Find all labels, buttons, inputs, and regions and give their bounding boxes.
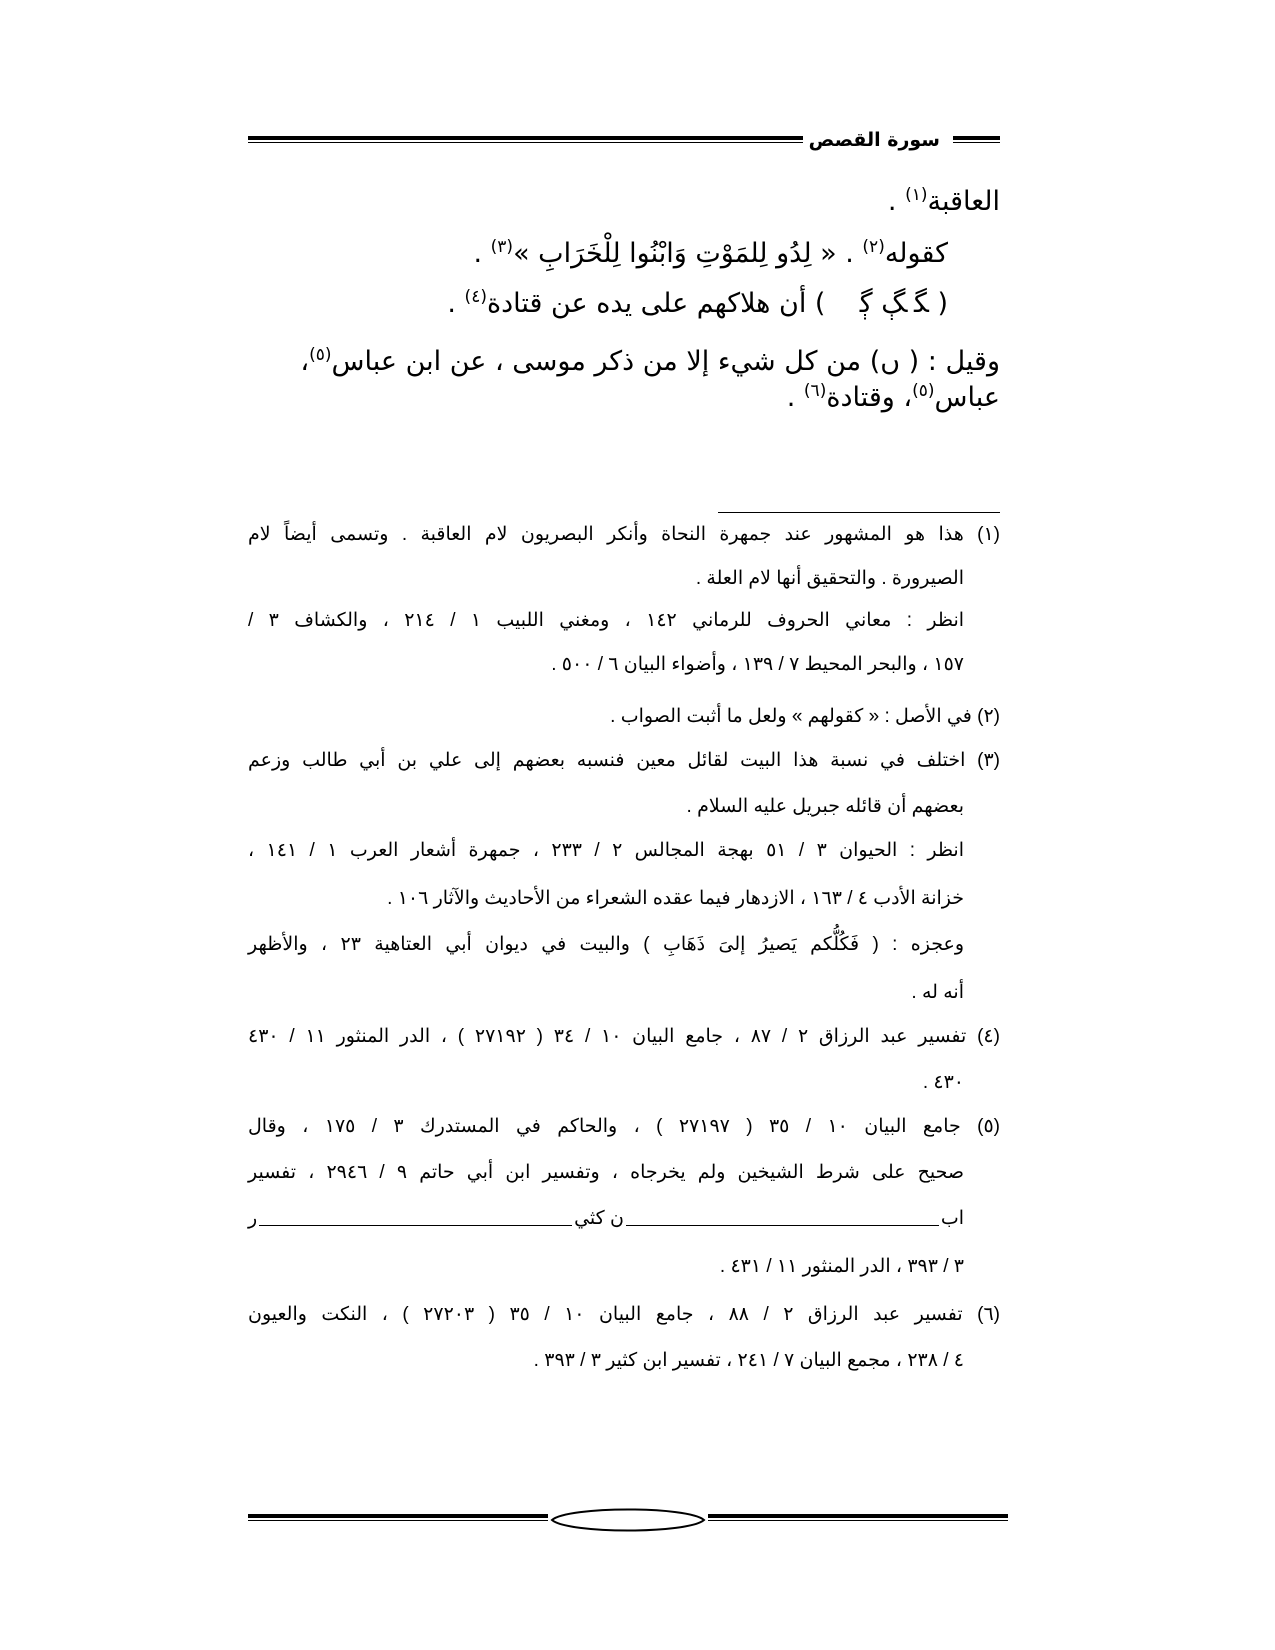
footnote-1-line-2: الصيرورة . والتحقيق أنها لام العلة . [695, 568, 964, 589]
footnote-1-line-1: (١) هذا هو المشهور عند جمهرة النحاة وأنكر البصريون لام العاقبة . وتسمى أيضاً لام [248, 524, 1000, 545]
footnote-3-line-1: (٣) اختلف في نسبة هذا البيت لقائل معين فنسبه بعضهم إلى علي بن أبي طالب وزعم [248, 750, 1000, 771]
footnote-5-line-4: ٣ / ٣٩٣ ، الدر المنثور ١١ / ٤٣١ . [719, 1256, 964, 1277]
footnote-6-line-2: ٤ / ٢٣٨ ، مجمع البيان ٧ / ٢٤١ ، تفسير ابن كثير ٣ / ٣٩٣ . [533, 1350, 964, 1371]
footer-rule-right [708, 1514, 1008, 1521]
footnote-ref: (٦) [803, 381, 827, 401]
main-line-3: ( ﮕ ﮗ ﮘ ) أن هلاكهم على يده عن قتادة$^{(٤)}$ . [447, 287, 948, 319]
footnote-5-line-2: صحيح على شرط الشيخين ولم يخرجاه ، وتفسير ابن أبي حاتم ٩ / ٢٩٤٦ ، تفسير [248, 1162, 964, 1183]
page-footer-ornament [248, 1500, 1008, 1540]
footer-rule-left [248, 1514, 548, 1521]
footnote-ref: (٣) [490, 237, 514, 257]
main-line-2: كقوله$^{(٢)}$ . « لِدُو لِلمَوْتِ وَابْنُوا لِلْخَرَابِ »$^{(٣)}$ . [473, 237, 948, 269]
footnote-3-line-5: وعجزه : ( فَكُلُّكم يَصيرُ إلىَ ذَهَابِ ) والبيت في ديوان أبي العتاهية ٢٣ ، والأظهر [248, 934, 965, 955]
footnote-4-line-2: ٤٣٠ . [922, 1072, 964, 1093]
footnote-5-line-3: اب ن كثي ر [248, 1208, 964, 1229]
footnote-ref: (٥) [912, 381, 935, 401]
footnote-ref: (٤) [464, 287, 487, 307]
footnote-ref: (٥) [309, 345, 332, 365]
footnote-2: (٢) في الأصل : « كقولهم » ولعل ما أثبت الصواب . [610, 706, 1000, 727]
footnote-6-line-1: (٦) تفسير عبد الرزاق ٢ / ٨٨ ، جامع البيان ١٠ / ٣٥ ( ٢٧٢٠٣ ) ، النكت والعيون [248, 1304, 1000, 1325]
footnote-3-line-4: خزانة الأدب ٤ / ١٦٣ ، الازدهار فيما عقده الشعراء من الأحاديث والآثار ١٠٦ . [387, 888, 964, 909]
footnote-ref: (٢) [862, 237, 885, 257]
footnote-3-line-6: أنه له . [911, 982, 964, 1003]
footnote-1-line-3: انظر : معاني الحروف للرماني ١٤٢ ، ومغني اللبيب ١ / ٢١٤ ، والكشاف ٣ / [248, 610, 965, 631]
footnote-4-line-1: (٤) تفسير عبد الرزاق ٢ / ٨٧ ، جامع البيان ١٠ / ٣٤ ( ٢٧١٩٢ ) ، الدر المنثور ١١ / ٤٣٠ [248, 1026, 1000, 1047]
footnote-ref: (١) [905, 185, 928, 205]
footnote-3-line-2: بعضهم أن قائله جبريل عليه السلام . [686, 796, 964, 817]
footnote-1-line-4: ١٥٧ ، والبحر المحيط ٧ / ١٣٩ ، وأضواء البيان ٦ / ٥٠٠ . [551, 654, 964, 675]
footnote-separator [718, 512, 1000, 513]
footnote-5-line-1: (٥) جامع البيان ١٠ / ٣٥ ( ٢٧١٩٧ ) ، والحاكم في المستدرك ٣ / ١٧٥ ، وقال [248, 1116, 1000, 1137]
header-rule-right [953, 136, 1000, 143]
page-number-oval [548, 1502, 708, 1538]
footnote-3-line-3: انظر : الحيوان ٣ / ٥١ بهجة المجالس ٢ / ٢٣٣ ، جمهرة أشعار العرب ١ / ١٤١ ، [248, 840, 964, 861]
surah-title: سورة القصص [808, 129, 940, 151]
header-rule-left [248, 136, 803, 143]
main-line-1: العاقبة$^{(١)}$ . [887, 185, 1000, 217]
running-header [248, 128, 1000, 158]
main-line-4: وقيل : ( ں) من كل شيء إلا من ذكر موسى ، عن ابن عباس$^{(٥)}$، [300, 345, 1000, 377]
main-line-5: عباس$^{(٥)}$، وقتادة$^{(٦)}$ . [786, 381, 1000, 413]
